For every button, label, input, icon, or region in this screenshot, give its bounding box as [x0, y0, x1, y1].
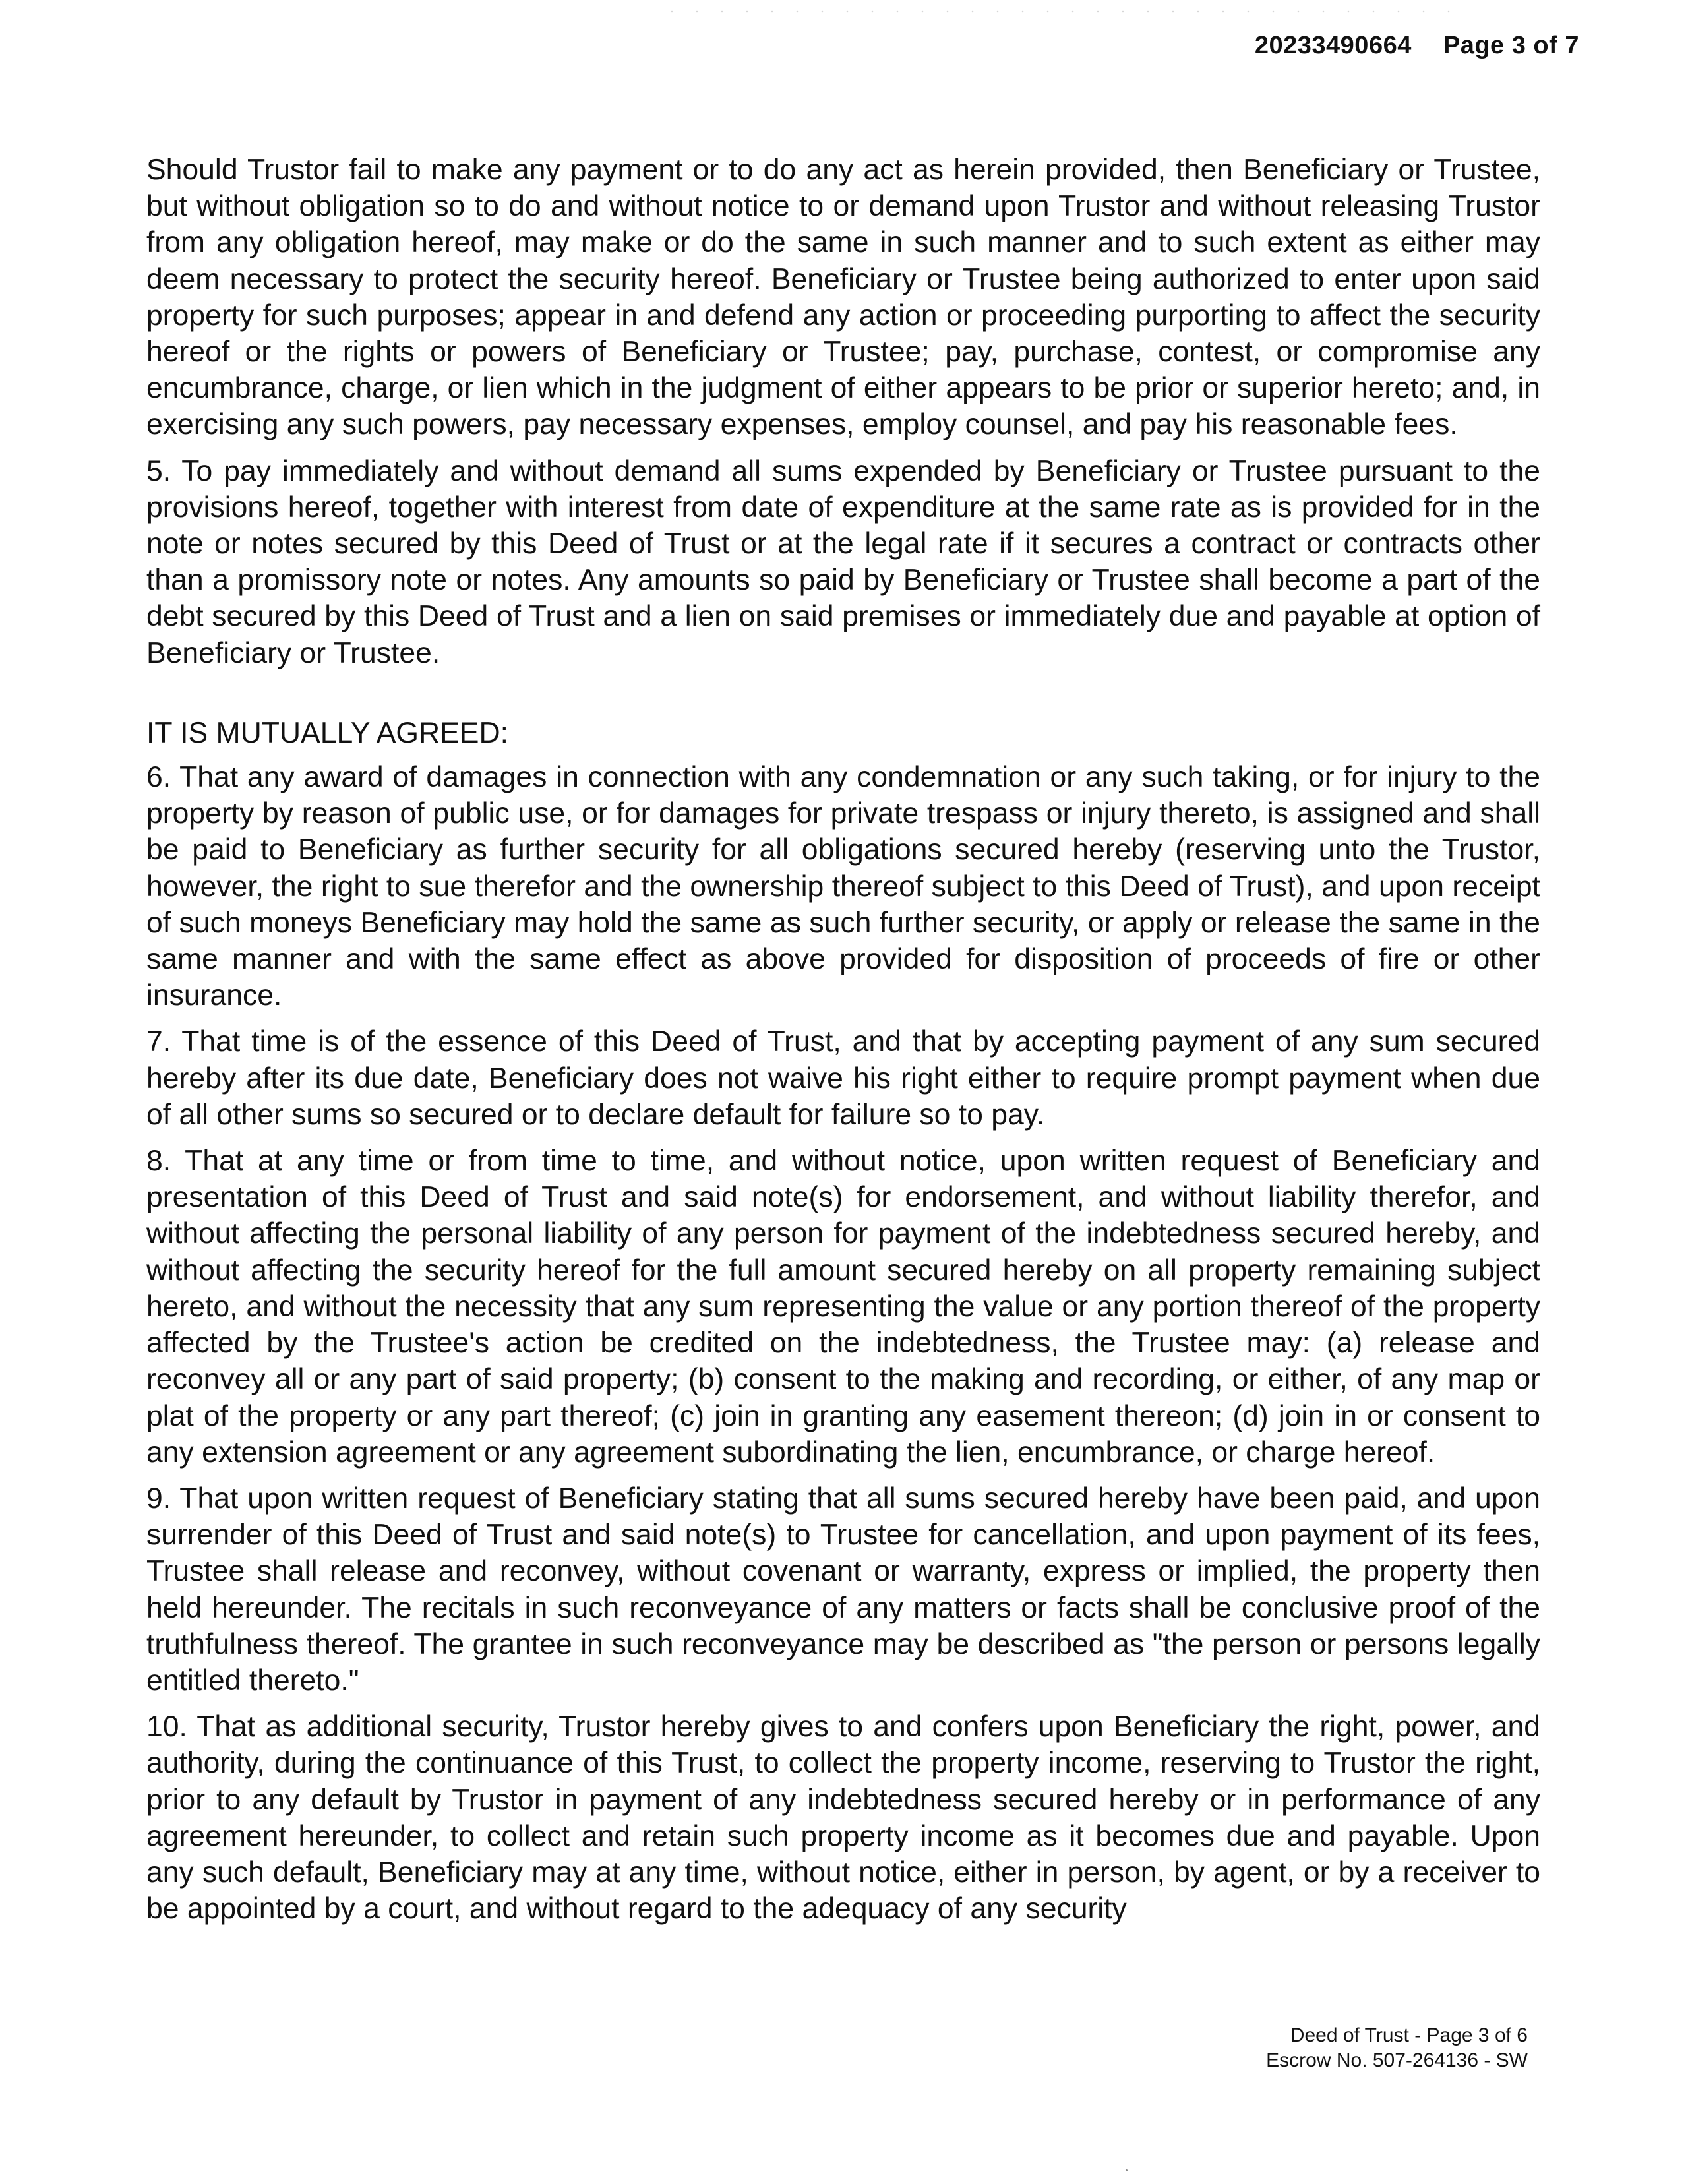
- recorder-page-label: Page 3 of 7: [1443, 32, 1579, 59]
- document-footer: [1266, 2023, 1528, 2073]
- paragraph-5: 5. To pay immediately and without demand all sums expended by Beneficiary or Trustee pursuant to the provisions hereof, together with interest from date of expenditure at the same rate as is provided for in the note or notes secured by this Deed of Trust or at the legal rate if it secures a contract or contracts other than a promissory note or notes. Any amounts so paid by Beneficiary or Trustee shall become a part of the debt secured by this Deed of Trust and a lien on said premises or immediately due and payable at option of Beneficiary or Trustee.: [146, 454, 1540, 669]
- section-heading: IT IS MUTUALLY AGREED:: [146, 716, 508, 749]
- paragraph-9: 9. That upon written request of Beneficiary stating that all sums secured hereby have been paid, and upon surrender of this Deed of Trust and said note(s) to Trustee for cancellation, and upon payment of its fees, Trustee shall release and reconvey, without covenant or warranty, express or implied, the property then held hereunder. The recitals in such reconveyance of any matters or facts shall be conclusive proof of the truthfulness thereof. The grantee in such reconveyance may be described as "the person or persons legally entitled thereto.": [146, 1482, 1540, 1697]
- document-body: [146, 152, 1540, 1937]
- paragraph-10: 10. That as additional security, Trustor hereby gives to and confers upon Beneficiary the right, power, and authority, during the continuance of this Trust, to collect the property income, reserving to Trustor the right, prior to any default by Trustor in payment of any indebtedness secured hereby or in performance of any agreement hereunder, to collect and retain such property income as it becomes due and payable. Upon any such default, Beneficiary may at any time, without notice, either in person, by agent, or by a receiver to be appointed by a court, and without regard to the adequacy of any security: [146, 1711, 1540, 1926]
- scan-artifact-specks: [659, 9, 1451, 13]
- footer-escrow-number: Escrow No. 507-264136 - SW: [1266, 2049, 1528, 2071]
- paragraph-7: 7. That time is of the essence of this Deed of Trust, and that by accepting payment of any sum secured hereby after its due date, Beneficiary does not waive his right either to require prompt payment when due of all other sums so secured or to declare default for failure so to pay.: [146, 1025, 1540, 1131]
- footer-page-reference: Deed of Trust - Page 3 of 6: [1290, 2024, 1528, 2046]
- paragraph-6: 6. That any award of damages in connection with any condemnation or any such taking, or for injury to the property by reason of public use, or for damages for private trespass or injury thereto, is assigned and shall be paid to Beneficiary as further security for all obligations secured hereby (reserving unto the Trustor, however, the right to sue therefor and the ownership thereof subject to this Deed of Trust), and upon receipt of such moneys Beneficiary may hold the same as such further security, or apply or release the same in the same manner and with the same effect as above provided for disposition of proceeds of fire or other insurance.: [146, 761, 1540, 1012]
- scan-artifact-dot: [1126, 2169, 1128, 2171]
- paragraph-8: 8. That at any time or from time to time, and without notice, upon written request of Beneficiary and presentation of this Deed of Trust and said note(s) for endorsement, and without liability therefor, and without affecting the personal liability of any person for payment of the indebtedness secured hereby, and without affecting the security hereof for the full amount secured hereby on all property remaining subject hereto, and without the necessity that any sum representing the value or any portion thereof of the property affected by the Trustee's action be credited on the indebtedness, the Trustee may: (a) release and reconvey all or any part of said property; (b) consent to the making and recording, or either, of any map or plat of the property or any part thereof; (c) join in granting any easement thereon; (d) join in or consent to any extension agreement or any agreement subordinating the lien, encumbrance, or charge hereof.: [146, 1145, 1540, 1469]
- document-number: 20233490664: [1254, 32, 1412, 59]
- document-header: [1255, 32, 1579, 60]
- paragraph-continuation: Should Trustor fail to make any payment or to do any act as herein provided, then Beneficiary or Trustee, but without obligation so to do and without notice to or demand upon Trustor and without releasing Trustor from any obligation hereof, may make or do the same in such manner and to such extent as either may deem necessary to protect the security hereof. Beneficiary or Trustee being authorized to enter upon said property for such purposes; appear in and defend any action or proceeding purporting to affect the security hereof or the rights or powers of Beneficiary or Trustee; pay, purchase, contest, or compromise any encumbrance, charge, or lien which in the judgment of either appears to be prior or superior hereto; and, in exercising any such powers, pay necessary expenses, employ counsel, and pay his reasonable fees.: [146, 154, 1540, 441]
